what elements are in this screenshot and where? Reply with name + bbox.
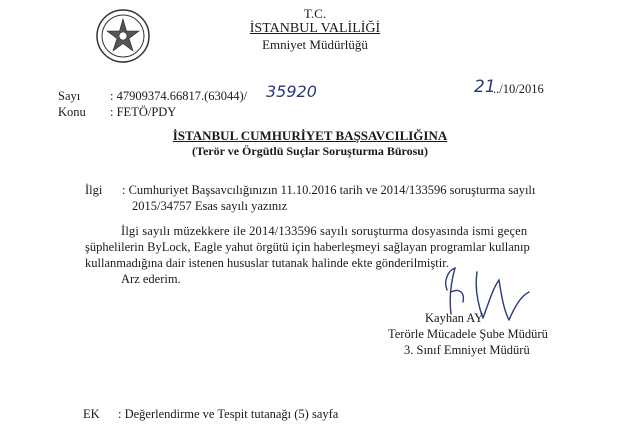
- date-suffix: ../10/2016: [493, 82, 544, 96]
- sayi-handwritten: 35920: [266, 82, 317, 101]
- attachment-value: : Değerlendirme ve Tespit tutanağı (5) sayfa: [118, 407, 339, 421]
- ilgi-label: İlgi: [85, 183, 103, 197]
- ilgi-line1: : Cumhuriyet Başsavcılığınızın 11.10.2016 tarih ve 2014/133596 soruşturma sayılı: [122, 183, 536, 197]
- recipient-title: İSTANBUL CUMHURİYET BAŞSAVCILIĞINA: [172, 128, 448, 143]
- attachment-label: EK: [83, 407, 100, 421]
- sayi-value: : 47909374.66817.(63044)/: [110, 89, 248, 103]
- konu-label: Konu: [58, 105, 86, 119]
- body-line3: kullanmadığına dair istenen hususlar tutanak halinde ekte gönderilmiştir.: [85, 256, 449, 270]
- header-governorship: İSTANBUL VALİLİĞİ: [249, 21, 381, 36]
- header-tc: T.C.: [303, 6, 327, 21]
- ilgi-line2: 2015/34757 Esas sayılı yazınız: [132, 199, 288, 213]
- body-line2: şüphelilerin ByLock, Eagle yahut örgütü için haberleşmeyi sağlayan programlar kullanıp: [85, 240, 530, 254]
- signatory-title1: Terörle Mücadele Şube Müdürü: [388, 327, 548, 341]
- body-line1: İlgi sayılı müzekkere ile 2014/133596 sayılı soruşturma dosyasında ismi geçen: [121, 224, 528, 238]
- date-day-handwritten: 21: [474, 77, 496, 97]
- recipient-subtitle: (Terör ve Örgütlü Suçlar Soruşturma Bürosu): [192, 144, 428, 158]
- sayi-label: Sayı: [58, 89, 81, 103]
- closing: Arz ederim.: [121, 272, 181, 286]
- signatory-name: Kayhan AY: [425, 311, 484, 325]
- header-directorate: Emniyet Müdürlüğü: [262, 37, 368, 52]
- signatory-title2: 3. Sınıf Emniyet Müdürü: [404, 343, 530, 357]
- konu-value: : FETÖ/PDY: [110, 105, 177, 119]
